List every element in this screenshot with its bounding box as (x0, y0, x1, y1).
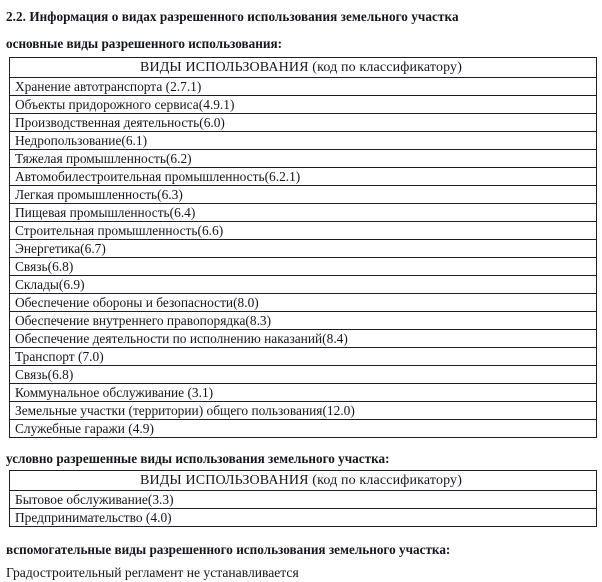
table-cell (10, 221, 597, 239)
table-row (10, 203, 597, 221)
section-label-conditional-uses: условно разрешенные виды использования земельного участка: (6, 450, 390, 466)
table-cell (10, 383, 597, 401)
table-row (10, 239, 597, 257)
use-type-label: Объекты придорожного сервиса(4.9.1) (15, 96, 235, 112)
use-type-label: Бытовое обслуживание(3.3) (15, 492, 174, 508)
table-header-label: ВИДЫ ИСПОЛЬЗОВАНИЯ (код по классификатору) (139, 473, 463, 489)
use-type-label: Коммунальное обслуживание (3.1) (15, 384, 214, 400)
table-row (10, 275, 597, 293)
table-row (10, 311, 597, 329)
table-row (10, 77, 597, 95)
table-cell (10, 365, 597, 383)
table-cell (10, 275, 597, 293)
use-type-label: Обеспечение деятельности по исполнению наказаний(8.4) (15, 330, 348, 346)
table-header-row (10, 471, 597, 491)
table-row (10, 257, 597, 275)
table-cell (10, 167, 597, 185)
use-type-label: Строительная промышленность(6.6) (15, 222, 224, 238)
table-header-cell (10, 471, 597, 491)
table-row (10, 509, 597, 527)
table-cell (10, 293, 597, 311)
table-cell (10, 311, 597, 329)
use-type-label: Обеспечение внутреннего правопорядка(8.3) (15, 312, 272, 328)
table-row (10, 401, 597, 419)
table-header-row (10, 57, 597, 77)
use-type-label: Склады(6.9) (15, 276, 85, 292)
use-type-label: Автомобилестроительная промышленность(6.2.1) (15, 168, 301, 184)
use-type-label: Предпринимательство (4.0) (15, 510, 172, 526)
use-type-label: Легкая промышленность(6.3) (15, 186, 183, 202)
table-cell (10, 239, 597, 257)
auxiliary-uses-note: Градостроительный регламент не устанавливается (6, 564, 299, 580)
use-type-label: Пищевая промышленность(6.4) (15, 204, 196, 220)
table-row (10, 185, 597, 203)
page-title: 2.2. Информация о видах разрешенного использования земельного участка (6, 9, 459, 24)
conditional-uses-table-body (10, 471, 597, 527)
table-row (10, 113, 597, 131)
table-row (10, 491, 597, 509)
table-row (10, 293, 597, 311)
table-cell (10, 131, 597, 149)
table-row (10, 95, 597, 113)
use-type-label: Связь(6.8) (15, 366, 74, 382)
table-cell (10, 77, 597, 95)
table-cell (10, 347, 597, 365)
main-uses-table (9, 57, 597, 438)
table-cell (10, 203, 597, 221)
table-row (10, 365, 597, 383)
use-type-label: Транспорт (7.0) (15, 348, 104, 364)
use-type-label: Хранение автотранспорта (2.7.1) (15, 78, 202, 94)
table-row (10, 347, 597, 365)
use-type-label: Тяжелая промышленность(6.2) (15, 150, 192, 166)
use-type-label: Энергетика(6.7) (15, 240, 106, 256)
table-cell (10, 419, 597, 437)
use-type-label: Земельные участки (территории) общего пользования(12.0) (15, 402, 355, 418)
table-cell (10, 185, 597, 203)
conditional-uses-table (9, 470, 597, 527)
section-spacer (0, 527, 602, 537)
table-cell (10, 491, 597, 509)
table-row (10, 167, 597, 185)
table-cell (10, 329, 597, 347)
main-uses-table-body (10, 57, 597, 437)
table-cell (10, 95, 597, 113)
use-type-label: Недропользование(6.1) (15, 132, 148, 148)
use-type-label: Производственная деятельность(6.0) (15, 114, 225, 130)
table-header-cell (10, 57, 597, 77)
table-row (10, 149, 597, 167)
table-header-label: ВИДЫ ИСПОЛЬЗОВАНИЯ (код по классификатору) (139, 59, 463, 75)
table-row (10, 221, 597, 239)
table-cell (10, 257, 597, 275)
table-cell (10, 509, 597, 527)
table-row (10, 329, 597, 347)
table-row (10, 383, 597, 401)
table-cell (10, 113, 597, 131)
use-type-label: Служебные гаражи (4.9) (15, 420, 154, 436)
section-label-auxiliary-uses: вспомогательные виды разрешенного использования земельного участка: (6, 542, 451, 558)
table-row (10, 419, 597, 437)
table-cell (10, 401, 597, 419)
use-type-label: Связь(6.8) (15, 258, 74, 274)
section-label-main-uses: основные виды разрешенного использования: (6, 36, 282, 52)
table-cell (10, 149, 597, 167)
table-row (10, 131, 597, 149)
use-type-label: Обеспечение обороны и безопасности(8.0) (15, 294, 259, 310)
